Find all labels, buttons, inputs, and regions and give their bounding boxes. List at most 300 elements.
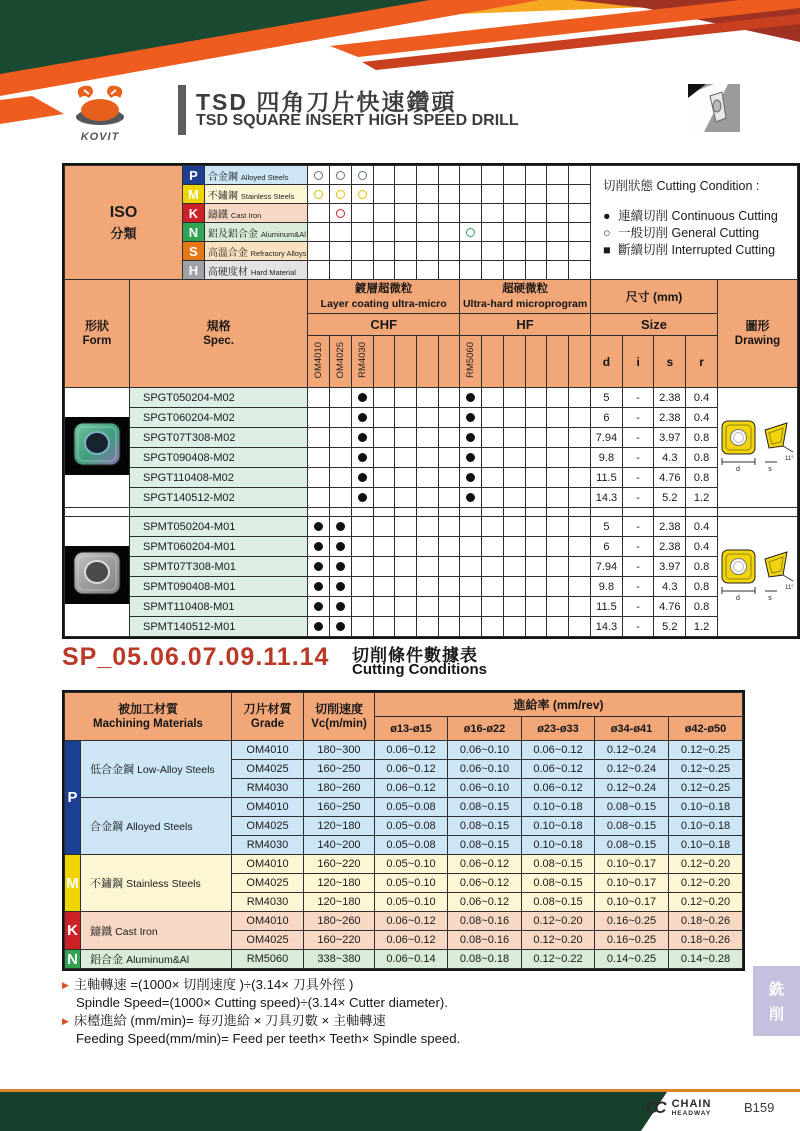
- availability-cell: [308, 388, 330, 408]
- continuous-cutting-dot: [466, 453, 475, 462]
- availability-cell: [503, 488, 525, 508]
- grade-cell: OM4025: [232, 931, 304, 950]
- iso-grid-cell: [330, 204, 352, 223]
- iso-grid-cell: [482, 261, 504, 280]
- coating-code-HF: HF: [460, 314, 591, 336]
- availability-cell: [569, 408, 591, 428]
- iso-material-name: 合金鋼 Alloyed Steels: [204, 166, 307, 185]
- grade-column-empty: [503, 336, 525, 388]
- size-header: 尺寸 (mm): [591, 280, 718, 314]
- svg-text:s: s: [768, 466, 773, 473]
- brand-logo: [58, 84, 142, 143]
- spacer-cell: [569, 508, 591, 517]
- grade-column-OM4025: OM4025: [330, 336, 352, 388]
- coating-group-header-CHF: 鍍層超微粒 Layer coating ultra-micro: [308, 280, 460, 314]
- availability-cell: [482, 448, 504, 468]
- availability-cell: [330, 388, 352, 408]
- footnote-line: Feeding Speed(mm/min)= Feed per teeth× Teeth× Spindle speed.: [76, 1031, 461, 1046]
- iso-grid-cell: [460, 242, 482, 261]
- footer-accent-line: [0, 1089, 800, 1092]
- footnote-arrow-icon: ▶: [62, 1016, 69, 1026]
- feed-rate-cell: 0.05~0.08: [375, 836, 448, 855]
- continuous-cutting-dot: [314, 542, 323, 551]
- availability-cell: [482, 557, 504, 577]
- machining-material-cell: 低合金鋼 Low-Alloy Steels: [81, 741, 232, 798]
- availability-cell: [438, 388, 460, 408]
- availability-cell: [416, 537, 438, 557]
- iso-grid-cell: [547, 242, 569, 261]
- spacer-cell: [308, 508, 330, 517]
- availability-cell: [569, 468, 591, 488]
- availability-cell: [569, 428, 591, 448]
- continuous-cutting-dot: [314, 622, 323, 631]
- availability-cell: [416, 577, 438, 597]
- feed-rate-cell: 0.06~0.12: [375, 741, 448, 760]
- spec-cell: SPMT060204-M01: [130, 537, 308, 557]
- size-value-cell: -: [622, 577, 654, 597]
- availability-cell: [351, 597, 373, 617]
- general-cutting-mark: [314, 171, 323, 180]
- feed-rate-cell: 0.08~0.15: [448, 817, 522, 836]
- drawing-cell: [717, 388, 797, 508]
- size-value-cell: 9.8: [591, 448, 623, 468]
- availability-cell: [503, 448, 525, 468]
- coating-code-CHF: CHF: [308, 314, 460, 336]
- availability-cell: [438, 557, 460, 577]
- iso-grid-cell: [482, 185, 504, 204]
- continuous-cutting-dot: [336, 602, 345, 611]
- availability-cell: [547, 408, 569, 428]
- availability-cell: [351, 388, 373, 408]
- availability-cell: [525, 597, 547, 617]
- iso-grid-cell: [416, 204, 438, 223]
- availability-cell: [547, 597, 569, 617]
- availability-cell: [308, 577, 330, 597]
- footnote-line: ▶ 床檯進給 (mm/min)= 每刃進給 × 刀具刃數 × 主軸轉速: [62, 1013, 386, 1028]
- availability-cell: [460, 577, 482, 597]
- size-value-cell: 4.3: [654, 577, 686, 597]
- availability-cell: [460, 557, 482, 577]
- general-cutting-mark: [358, 190, 367, 199]
- cutting-speed-cell: 160~220: [304, 931, 375, 950]
- size-value-cell: 3.97: [654, 428, 686, 448]
- iso-grid-cell: [569, 185, 591, 204]
- availability-cell: [547, 428, 569, 448]
- iso-grid-cell: [569, 223, 591, 242]
- availability-cell: [308, 557, 330, 577]
- cutting-speed-cell: 338~380: [304, 950, 375, 969]
- size-value-cell: -: [622, 388, 654, 408]
- iso-grid-cell: [351, 204, 373, 223]
- size-value-cell: -: [622, 537, 654, 557]
- spec-cell: SPGT07T308-M02: [130, 428, 308, 448]
- availability-cell: [482, 577, 504, 597]
- availability-cell: [373, 537, 395, 557]
- availability-cell: [569, 488, 591, 508]
- availability-cell: [482, 468, 504, 488]
- feed-rate-cell: 0.16~0.25: [595, 912, 669, 931]
- size-value-cell: 0.8: [686, 557, 718, 577]
- availability-cell: [569, 537, 591, 557]
- size-value-cell: -: [622, 448, 654, 468]
- iso-grid-cell: [395, 166, 417, 185]
- availability-cell: [503, 557, 525, 577]
- iso-grid-cell: [503, 242, 525, 261]
- availability-cell: [460, 408, 482, 428]
- availability-cell: [373, 597, 395, 617]
- iso-letter-P: P: [183, 166, 205, 185]
- feed-rate-cell: 0.06~0.10: [448, 779, 522, 798]
- insert-photo: [65, 417, 129, 475]
- iso-grid-cell: [569, 166, 591, 185]
- machining-material-cell: 不鏽鋼 Stainless Steels: [81, 855, 232, 912]
- drawing-header: 圖形 Drawing: [717, 280, 797, 388]
- diameter-column-header: ø23-ø33: [522, 717, 595, 741]
- footer-brand-line1: CHAIN: [671, 1098, 712, 1110]
- spacer-cell: [547, 508, 569, 517]
- availability-cell: [503, 577, 525, 597]
- availability-cell: [373, 428, 395, 448]
- iso-material-name: 高硬度材 Hard Material: [204, 261, 307, 280]
- availability-cell: [308, 468, 330, 488]
- availability-cell: [330, 408, 352, 428]
- grade-column-empty: [569, 336, 591, 388]
- availability-cell: [330, 488, 352, 508]
- iso-grid-cell: [503, 204, 525, 223]
- availability-cell: [330, 617, 352, 637]
- iso-grid-cell: [547, 166, 569, 185]
- availability-cell: [547, 517, 569, 537]
- continuous-cutting-dot: [336, 522, 345, 531]
- iso-grid-cell: [308, 166, 330, 185]
- iso-grid-cell: [395, 204, 417, 223]
- availability-cell: [308, 448, 330, 468]
- feed-rate-cell: 0.06~0.12: [522, 779, 595, 798]
- spec-cell: SPMT090408-M01: [130, 577, 308, 597]
- size-value-cell: -: [622, 468, 654, 488]
- grade-cell: OM4010: [232, 741, 304, 760]
- availability-cell: [547, 537, 569, 557]
- size-value-cell: 7.94: [591, 557, 623, 577]
- feed-rate-cell: 0.05~0.08: [375, 798, 448, 817]
- availability-cell: [438, 577, 460, 597]
- availability-cell: [525, 388, 547, 408]
- availability-cell: [525, 517, 547, 537]
- continuous-cutting-dot: [466, 473, 475, 482]
- availability-cell: [416, 597, 438, 617]
- iso-grid-cell: [330, 185, 352, 204]
- continuous-cutting-dot: [466, 393, 475, 402]
- iso-grid-cell: [373, 261, 395, 280]
- feed-rate-cell: 0.10~0.17: [595, 893, 669, 912]
- availability-cell: [351, 448, 373, 468]
- iso-grid-cell: [525, 261, 547, 280]
- availability-cell: [395, 557, 417, 577]
- footer-monogram: CC: [646, 1098, 663, 1117]
- title-divider-bar: [178, 85, 186, 135]
- iso-grid-cell: [503, 166, 525, 185]
- continuous-cutting-dot: [466, 413, 475, 422]
- grade-cell: OM4025: [232, 760, 304, 779]
- general-cutting-mark: [466, 228, 475, 237]
- spec-cell: SPGT060204-M02: [130, 408, 308, 428]
- spacer-cell: [622, 508, 654, 517]
- iso-grid-cell: [438, 223, 460, 242]
- feed-rate-cell: 0.08~0.15: [595, 798, 669, 817]
- grade-column-empty: [438, 336, 460, 388]
- feed-rate-cell: 0.10~0.17: [595, 855, 669, 874]
- continuous-cutting-dot: [314, 562, 323, 571]
- page-title-en: TSD SQUARE INSERT HIGH SPEED DRILL: [196, 112, 519, 129]
- availability-cell: [438, 488, 460, 508]
- iso-grid-cell: [547, 223, 569, 242]
- iso-grid-cell: [308, 223, 330, 242]
- general-cutting-mark: [336, 190, 345, 199]
- size-value-cell: 0.4: [686, 537, 718, 557]
- page-number: B159: [744, 1100, 775, 1115]
- feed-rate-cell: 0.08~0.16: [448, 912, 522, 931]
- feed-rate-cell: 0.14~0.28: [669, 950, 743, 969]
- continuous-cutting-dot: [314, 582, 323, 591]
- feed-rate-header: 進給率 (mm/rev): [375, 693, 743, 717]
- iso-grid-cell: [525, 242, 547, 261]
- spec-cell: SPGT140512-M02: [130, 488, 308, 508]
- availability-cell: [308, 428, 330, 448]
- availability-cell: [308, 597, 330, 617]
- iso-grid-cell: [351, 223, 373, 242]
- legend-title: 切削狀態 Cutting Condition :: [603, 179, 760, 193]
- cutting-speed-header: 切削速度 Vc(m/min): [304, 693, 375, 741]
- grade-column-empty: [482, 336, 504, 388]
- iso-grid-cell: [373, 242, 395, 261]
- availability-cell: [395, 448, 417, 468]
- iso-grid-cell: [351, 242, 373, 261]
- section-title-zh: 切削條件數據表: [352, 646, 478, 665]
- iso-grid-cell: [438, 166, 460, 185]
- spacer-cell: [591, 508, 623, 517]
- feed-rate-cell: 0.08~0.15: [522, 855, 595, 874]
- availability-cell: [395, 388, 417, 408]
- iso-grid-cell: [460, 185, 482, 204]
- product-spec-table: [62, 163, 800, 639]
- iso-grid-cell: [330, 223, 352, 242]
- availability-cell: [416, 468, 438, 488]
- spacer-cell: [330, 508, 352, 517]
- availability-cell: [373, 517, 395, 537]
- grade-column-empty: [373, 336, 395, 388]
- availability-cell: [460, 597, 482, 617]
- feed-rate-cell: 0.18~0.26: [669, 912, 743, 931]
- spacer-cell: [130, 508, 308, 517]
- iso-grid-cell: [569, 204, 591, 223]
- svg-text:11°: 11°: [785, 585, 795, 591]
- side-tab-milling: [753, 966, 800, 1036]
- section-code: SP_05.06.07.09.11.14: [62, 643, 330, 671]
- iso-grid-cell: [525, 204, 547, 223]
- material-class-letter-N: N: [65, 950, 81, 969]
- spacer-cell: [373, 508, 395, 517]
- feed-rate-cell: 0.10~0.18: [522, 817, 595, 836]
- feed-rate-cell: 0.06~0.12: [448, 874, 522, 893]
- size-value-cell: -: [622, 488, 654, 508]
- availability-cell: [482, 408, 504, 428]
- feed-rate-cell: 0.12~0.25: [669, 741, 743, 760]
- feed-rate-cell: 0.14~0.25: [595, 950, 669, 969]
- size-value-cell: -: [622, 617, 654, 637]
- availability-cell: [569, 517, 591, 537]
- availability-cell: [438, 517, 460, 537]
- availability-cell: [503, 537, 525, 557]
- drawing-cell: [717, 517, 797, 637]
- iso-grid-cell: [482, 242, 504, 261]
- availability-cell: [460, 617, 482, 637]
- machining-material-cell: 合金鋼 Alloyed Steels: [81, 798, 232, 855]
- continuous-cutting-dot: [336, 582, 345, 591]
- availability-cell: [330, 517, 352, 537]
- availability-cell: [503, 408, 525, 428]
- availability-cell: [438, 408, 460, 428]
- size-value-cell: 11.5: [591, 468, 623, 488]
- size-value-cell: 5.2: [654, 488, 686, 508]
- size-value-cell: 7.94: [591, 428, 623, 448]
- form-photo-cell: [65, 388, 130, 508]
- feed-rate-cell: 0.18~0.26: [669, 931, 743, 950]
- availability-cell: [525, 468, 547, 488]
- iso-letter-S: S: [183, 242, 205, 261]
- iso-grid-cell: [438, 261, 460, 280]
- availability-cell: [460, 448, 482, 468]
- size-column-d: d: [591, 336, 623, 388]
- availability-cell: [525, 448, 547, 468]
- iso-grid-cell: [416, 223, 438, 242]
- availability-cell: [395, 517, 417, 537]
- size-value-cell: -: [622, 557, 654, 577]
- availability-cell: [373, 468, 395, 488]
- grade-cell: RM4030: [232, 836, 304, 855]
- general-cutting-mark: [358, 171, 367, 180]
- iso-grid-cell: [416, 166, 438, 185]
- iso-grid-cell: [460, 204, 482, 223]
- size-value-cell: 5: [591, 388, 623, 408]
- feed-rate-cell: 0.08~0.18: [448, 950, 522, 969]
- feed-rate-cell: 0.12~0.24: [595, 779, 669, 798]
- availability-cell: [373, 448, 395, 468]
- availability-cell: [482, 388, 504, 408]
- iso-grid-cell: [438, 185, 460, 204]
- iso-material-name: 鑄鐵 Cast Iron: [204, 204, 307, 223]
- iso-grid-cell: [460, 261, 482, 280]
- size-value-cell: 0.8: [686, 428, 718, 448]
- availability-cell: [503, 517, 525, 537]
- iso-grid-cell: [438, 204, 460, 223]
- iso-material-name: 高溫合金 Refractory Alloys: [204, 242, 307, 261]
- size-column-s: s: [654, 336, 686, 388]
- size-value-cell: 2.38: [654, 537, 686, 557]
- availability-cell: [569, 448, 591, 468]
- availability-cell: [525, 557, 547, 577]
- diameter-column-header: ø13-ø15: [375, 717, 448, 741]
- availability-cell: [525, 617, 547, 637]
- availability-cell: [416, 617, 438, 637]
- iso-grid-cell: [373, 166, 395, 185]
- availability-cell: [438, 617, 460, 637]
- insert-photo: [65, 546, 129, 604]
- availability-cell: [503, 428, 525, 448]
- size-value-cell: 0.8: [686, 468, 718, 488]
- cutting-conditions-table: [62, 690, 745, 971]
- feed-rate-cell: 0.10~0.18: [522, 836, 595, 855]
- availability-cell: [482, 488, 504, 508]
- kovit-crab-icon: [62, 84, 138, 128]
- availability-cell: [569, 388, 591, 408]
- cutting-speed-cell: 180~300: [304, 741, 375, 760]
- footnote-arrow-icon: ▶: [62, 980, 69, 990]
- size-value-cell: 4.76: [654, 468, 686, 488]
- availability-cell: [482, 617, 504, 637]
- legend-item: ■ 斷續切削 Interrupted Cutting: [603, 243, 776, 257]
- grade-cell: RM4030: [232, 893, 304, 912]
- feed-rate-cell: 0.08~0.15: [448, 798, 522, 817]
- spacer-cell: [503, 508, 525, 517]
- cutting-speed-cell: 140~200: [304, 836, 375, 855]
- iso-grid-cell: [482, 204, 504, 223]
- feed-rate-cell: 0.05~0.08: [375, 817, 448, 836]
- feed-rate-cell: 0.12~0.22: [522, 950, 595, 969]
- grade-column-empty: [416, 336, 438, 388]
- availability-cell: [395, 488, 417, 508]
- availability-cell: [438, 597, 460, 617]
- feed-rate-cell: 0.08~0.15: [595, 836, 669, 855]
- feed-rate-cell: 0.10~0.18: [522, 798, 595, 817]
- spacer-cell: [654, 508, 686, 517]
- general-cutting-mark: [336, 171, 345, 180]
- size-value-cell: 14.3: [591, 488, 623, 508]
- cutting-speed-cell: 160~250: [304, 798, 375, 817]
- section-title-en: Cutting Conditions: [352, 661, 487, 678]
- size-value-cell: 0.8: [686, 448, 718, 468]
- continuous-cutting-dot: [336, 562, 345, 571]
- availability-cell: [569, 577, 591, 597]
- availability-cell: [460, 468, 482, 488]
- continuous-cutting-dot: [358, 473, 367, 482]
- availability-cell: [569, 617, 591, 637]
- grade-cell: OM4010: [232, 855, 304, 874]
- general-cutting-mark: [314, 190, 323, 199]
- availability-cell: [460, 537, 482, 557]
- machining-material-cell: 鑄鐵 Cast Iron: [81, 912, 232, 950]
- availability-cell: [525, 537, 547, 557]
- availability-cell: [330, 428, 352, 448]
- availability-cell: [547, 488, 569, 508]
- svg-text:s: s: [768, 595, 773, 602]
- availability-cell: [395, 597, 417, 617]
- general-cutting-mark: [336, 209, 345, 218]
- availability-cell: [569, 597, 591, 617]
- cutting-speed-cell: 120~180: [304, 817, 375, 836]
- iso-class-header: ISO 分類: [65, 166, 183, 280]
- continuous-cutting-dot: [358, 413, 367, 422]
- size-value-cell: 11.5: [591, 597, 623, 617]
- size-value-cell: 5.2: [654, 617, 686, 637]
- continuous-cutting-dot: [358, 453, 367, 462]
- size-value-cell: -: [622, 517, 654, 537]
- size-value-cell: 0.4: [686, 517, 718, 537]
- availability-cell: [460, 488, 482, 508]
- continuous-cutting-dot: [466, 493, 475, 502]
- page-title-zh: TSD 四角刀片快速鑽頭: [196, 89, 457, 115]
- availability-cell: [416, 388, 438, 408]
- iso-grid-cell: [460, 223, 482, 242]
